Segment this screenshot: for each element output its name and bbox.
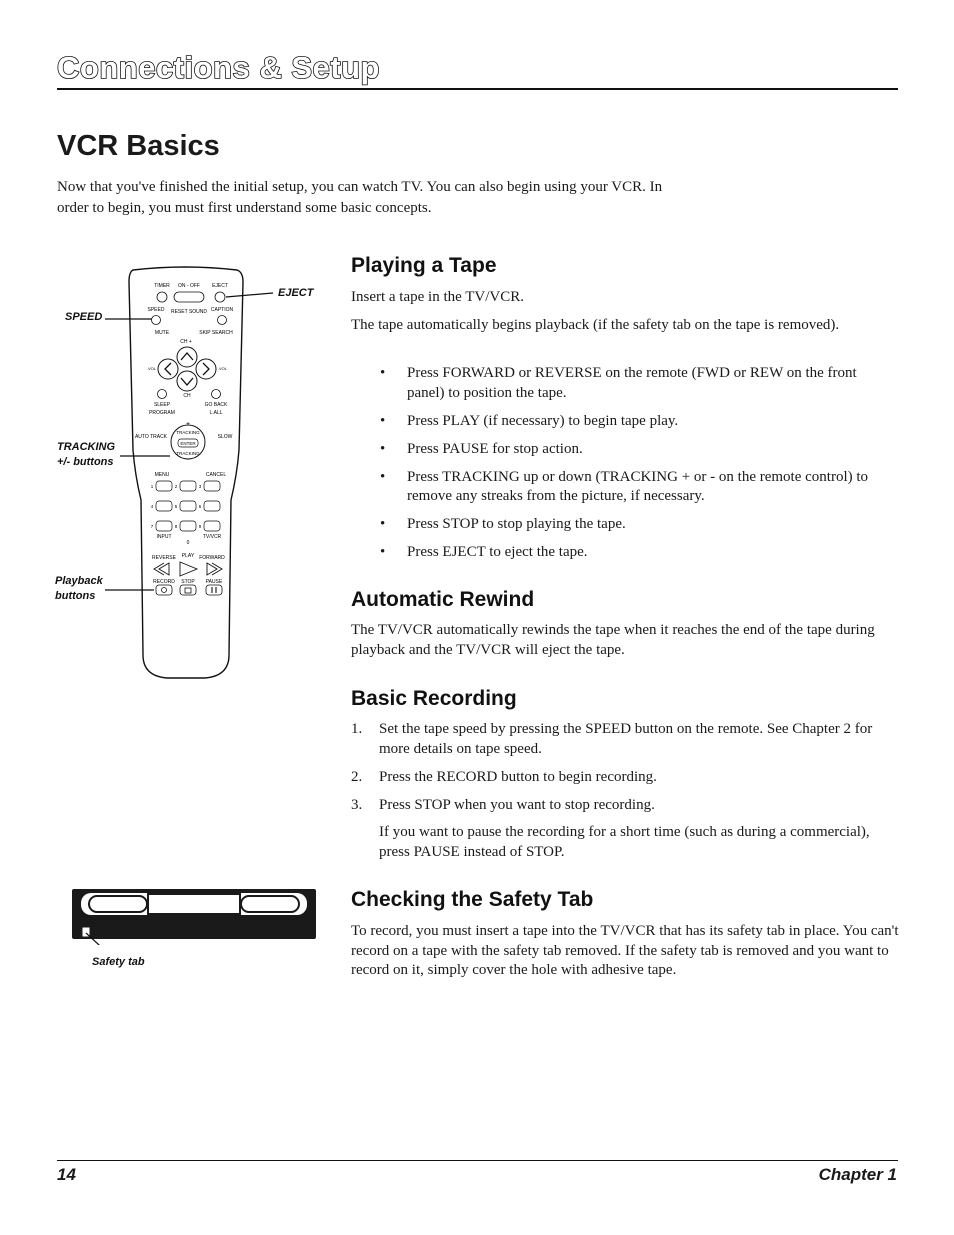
list-item: • Press EJECT to eject the tape. <box>351 543 896 563</box>
remote-label-eject: EJECT <box>212 283 228 289</box>
digit-label: 5 <box>174 504 178 509</box>
remote-label-cancel: CANCEL <box>205 472 227 478</box>
remote-label-input: INPUT <box>156 534 172 540</box>
page-number: 14 <box>57 1165 76 1184</box>
digit-label: 8 <box>174 524 178 529</box>
safety-paragraph: To record, you must insert a tape into the TV/VCR that has its safety tab in place. You can't record on a tape with the safety tab removed. If the safety tab is removed and you want to record on it, simply cover the hole with adhesive tape. <box>351 923 899 978</box>
playing-paragraph-1: Insert a tape in the TV/VCR. <box>351 289 525 305</box>
remote-label-sleep: SLEEP <box>153 402 171 408</box>
playing-paragraph-2: The tape automatically begins playback (if the safety tab on the tape is removed). <box>351 317 840 333</box>
step-text: Press the RECORD button to begin recording. <box>379 768 657 785</box>
list-item: • Press PLAY (if necessary) to begin tape play. <box>351 412 896 432</box>
page-title: VCR Basics <box>57 130 220 162</box>
digit-label: 1 <box>150 484 154 489</box>
remote-label-enter: ENTER <box>180 441 196 446</box>
speed-callout: SPEED <box>65 311 103 323</box>
remote-illustration <box>55 260 345 690</box>
header-rule <box>57 88 898 90</box>
playback-callout-line2: buttons <box>55 590 96 602</box>
remote-label-forward: FORWARD <box>199 555 225 561</box>
remote-label-program: PROGRAM <box>149 410 175 416</box>
cassette-drawing <box>55 885 325 945</box>
remote-label-on-off: ON - OFF <box>178 283 200 289</box>
tracking-callout-line2: +/- buttons <box>57 456 114 468</box>
list-item <box>351 720 896 759</box>
svg-text:+: + <box>185 421 191 428</box>
remote-label-auto-track: AUTO TRACK <box>134 434 168 440</box>
recording-note: If you want to pause the recording for a short time (such as during a commercial), press PAUSE instead of STOP. <box>379 824 870 860</box>
list-item <box>351 796 896 816</box>
intro-paragraph: Now that you've finished the initial setup, you can watch TV. You can also begin using your VCR. In order to begin, you must first understand some basic concepts. <box>57 179 663 216</box>
remote-label-slow: SLOW <box>217 434 233 440</box>
rewind-paragraph: The TV/VCR automatically rewinds the tape when it reaches the end of the tape during playback and the TV/VCR will eject the tape. <box>351 622 875 658</box>
remote-label-ch-up: CH + <box>180 339 192 345</box>
remote-label-timer: TIMER <box>154 283 170 289</box>
remote-label-tracking: TRACKING <box>176 430 200 435</box>
tracking-callout-line1: TRACKING <box>57 441 116 453</box>
remote-label-play: PLAY <box>181 553 195 559</box>
remote-label-speed: SPEED <box>147 307 165 313</box>
step-number: 2. <box>351 768 363 785</box>
recording-heading: Basic Recording <box>351 687 517 710</box>
safety-heading: Checking the Safety Tab <box>351 888 594 911</box>
playing-heading: Playing a Tape <box>351 254 497 277</box>
remote-label-vol-right: VOL <box>218 366 228 371</box>
digit-label: 2 <box>174 484 178 489</box>
step-number: 3. <box>351 796 363 813</box>
step-text: Press STOP when you want to stop recording. <box>379 796 655 813</box>
remote-label-zero: 0 <box>186 540 190 546</box>
remote-label-vol-left: VOL <box>147 366 157 371</box>
digit-label: 7 <box>150 524 154 529</box>
list-item <box>351 768 896 788</box>
remote-label-menu: MENU <box>154 472 170 478</box>
remote-label-tvvcr: TV/VCR <box>202 534 222 540</box>
step-text: Set the tape speed by pressing the SPEED button on the remote. See Chapter 2 for more details on tape speed. <box>379 721 873 757</box>
eject-callout: EJECT <box>278 287 314 299</box>
step-number: 1. <box>351 721 363 737</box>
digit-label: 6 <box>198 504 202 509</box>
cassette-label <box>149 895 239 913</box>
remote-label-reverse: REVERSE <box>152 555 176 561</box>
list-item: • Press STOP to stop playing the tape. <box>351 515 896 535</box>
svg-text:–: – <box>186 457 190 463</box>
svg-text:TRACKING: TRACKING <box>176 451 200 456</box>
remote-label-ch-down: CH <box>183 393 191 399</box>
chapter-label: Chapter 1 <box>818 1165 897 1184</box>
section-title: Connections & Setup <box>57 50 380 85</box>
remote-label-record: RECORD <box>153 579 175 585</box>
rewind-heading: Automatic Rewind <box>351 588 535 611</box>
safety-tab-callout: Safety tab <box>92 956 145 968</box>
list-item: • Press FORWARD or REVERSE on the remote (FWD or REW on the front panel) to position the tape. <box>351 364 896 403</box>
recording-steps <box>351 720 896 824</box>
remote-label-pause: PAUSE <box>205 579 223 585</box>
digit-label: 3 <box>198 484 202 489</box>
playback-callout-line1: Playback <box>55 575 103 587</box>
cassette-illustration <box>55 885 325 975</box>
footer-rule <box>57 1160 898 1161</box>
remote-label-l-all: L.ALL <box>209 410 223 416</box>
remote-label-stop: STOP <box>181 579 195 585</box>
list-item: • Press PAUSE for stop action. <box>351 440 896 460</box>
remote-label-caption: CAPTION <box>210 307 234 313</box>
remote-label-reset-sound: RESET SOUND <box>170 309 208 315</box>
remote-label-skip-search: SKIP SEARCH <box>199 330 233 336</box>
remote-label-go-back: GO BACK <box>204 402 228 408</box>
list-item: • Press TRACKING up or down (TRACKING + or - on the remote control) to remove any streaks from the picture, if necessary. <box>351 468 896 507</box>
playing-bullet-list <box>351 364 896 571</box>
remote-label-mute: MUTE <box>154 330 170 336</box>
digit-label: 4 <box>150 504 154 509</box>
digit-label: 9 <box>198 524 202 529</box>
